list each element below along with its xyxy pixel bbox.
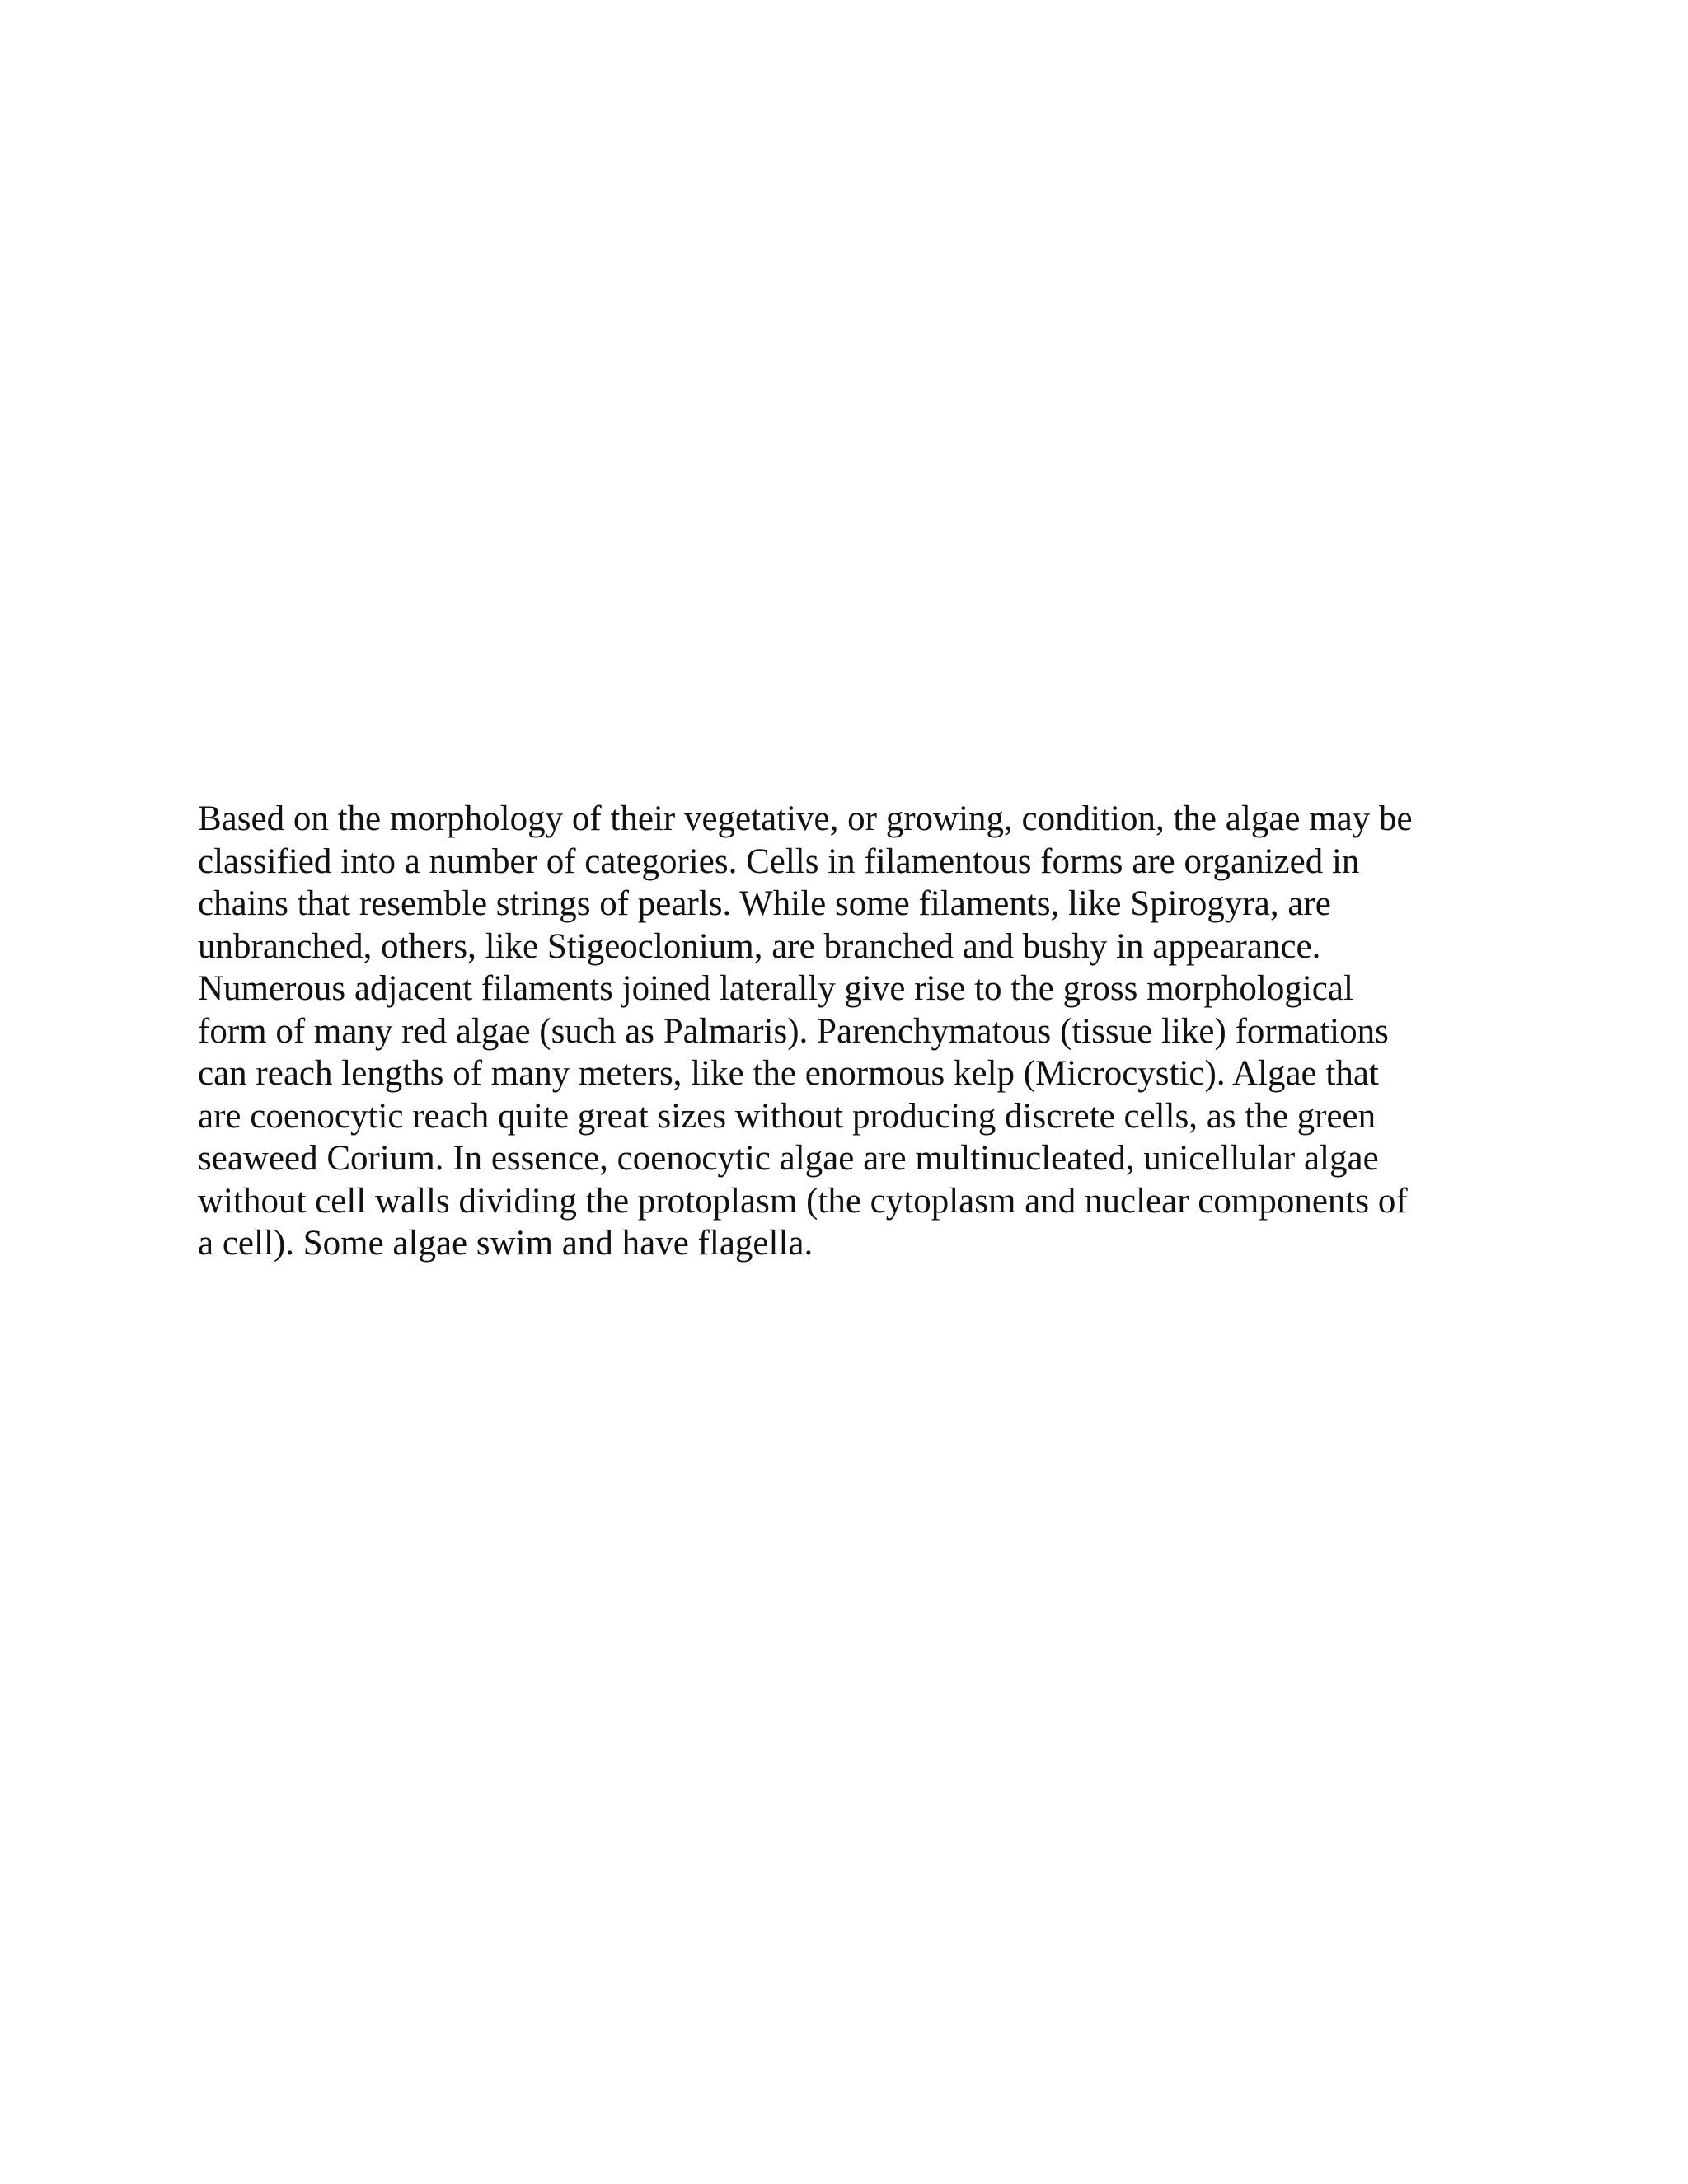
paragraph-line: seaweed Corium. In essence, coenocytic algae are multinucleated, unicellular algae	[198, 1139, 1379, 1178]
paragraph-line: unbranched, others, like Stigeoclonium, are branched and bushy in appearance.	[198, 926, 1321, 966]
paragraph-line: are coenocytic reach quite great sizes without producing discrete cells, as the green	[198, 1096, 1376, 1136]
paragraph-line: form of many red algae (such as Palmaris). Parenchymatous (tissue like) formations	[198, 1011, 1389, 1051]
body-paragraph	[198, 798, 1533, 1265]
paragraph-line: chains that resemble strings of pearls. While some filaments, like Spirogyra, are	[198, 884, 1331, 923]
paragraph-line: Based on the morphology of their vegetative, or growing, condition, the algae may be	[198, 799, 1413, 838]
paragraph-line: without cell walls dividing the protoplasm (the cytoplasm and nuclear components of	[198, 1181, 1408, 1221]
paragraph-line: can reach lengths of many meters, like the enormous kelp (Microcystic). Algae that	[198, 1054, 1379, 1093]
paragraph-line: a cell). Some algae swim and have flagella.	[198, 1224, 814, 1263]
paragraph-line: classified into a number of categories. Cells in filamentous forms are organized in	[198, 841, 1360, 881]
paragraph-line: Numerous adjacent filaments joined laterally give rise to the gross morphological	[198, 969, 1353, 1008]
